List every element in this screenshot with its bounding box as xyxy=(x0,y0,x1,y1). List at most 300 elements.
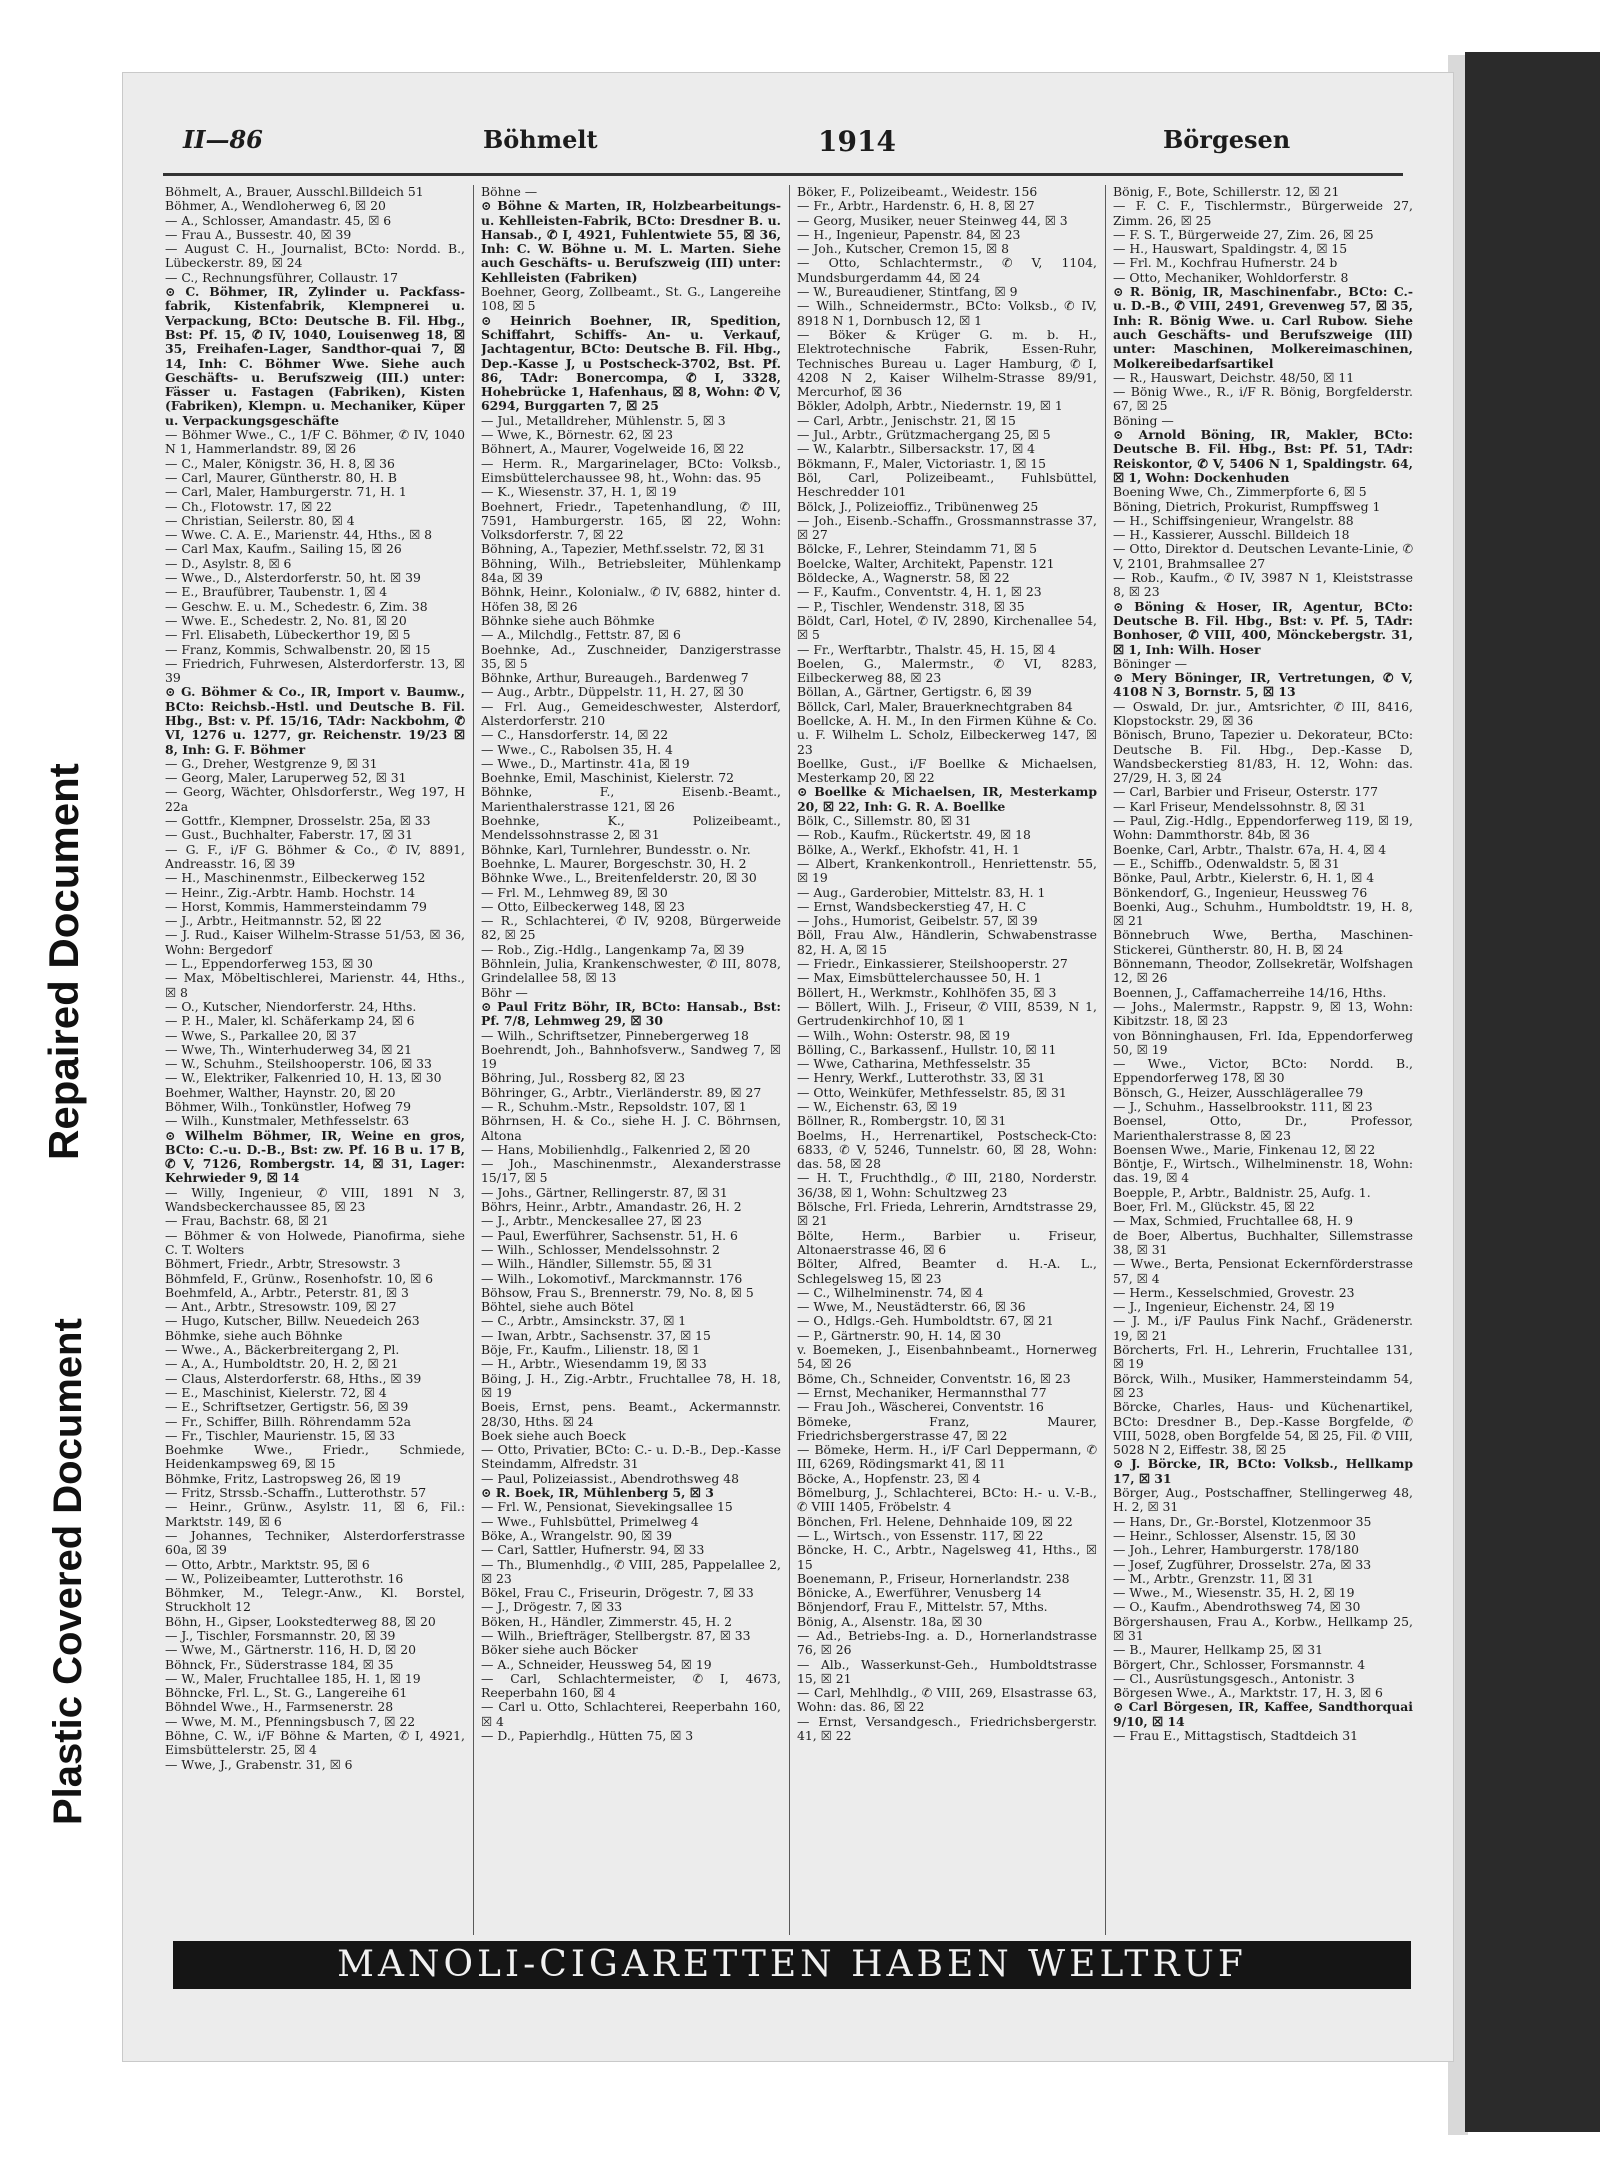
directory-entry: — W., Polizeibeamter, Lutterothstr. 16 xyxy=(165,1570,404,1586)
directory-entry: — L., Eppendorferweg 153, ☒ 30 xyxy=(165,956,373,972)
directory-entry: Böhmke, Fritz, Lastropsweg 26, ☒ 19 xyxy=(165,1470,401,1486)
directory-entry: Böhmer, A., Wendloherweg 6, ☒ 20 xyxy=(165,198,386,214)
repaired-document-label: Repaired Document xyxy=(40,763,87,1160)
directory-entry: Böllner, R., Rombergstr. 10, ☒ 31 xyxy=(797,1113,1007,1129)
firm-entry: ⊙ Heinrich Boehner, IR, Spedition, Schiffahrt, Schiffs- An- u. Verkauf, Jachtagentur, BCto: Deutsche B. Fil. Hbg., Dep.-Kasse J, u Postscheck-3702, Bst. Pf. 86, TAdr: Bonercompa, ✆ I, 3328, Hohebrücke 1, Hafenhaus, ☒ 8, Wohn: ✆ V, 6294, Burggarten 7, ☒ 25 xyxy=(481,312,781,414)
directory-entry: Boehmer, Walther, Haynstr. 20, ☒ 20 xyxy=(165,1084,396,1100)
firm-entry: ⊙ Paul Fritz Böhr, IR, BCto: Hansab., Bst: Pf. 7/8, Lehmweg 29, ☒ 30 xyxy=(481,998,781,1029)
directory-entry: v. Boemeken, J., Eisenbahnbeamt., Hornerweg 54, ☒ 26 xyxy=(797,1342,1097,1372)
directory-entry: — Wilh., Briefträger, Stellbergstr. 87, ☒ 33 xyxy=(481,1627,751,1643)
directory-entry: Böhnert, A., Maurer, Vogelweide 16, ☒ 22 xyxy=(481,441,745,457)
directory-entry: — Johs., Gärtner, Rellingerstr. 87, ☒ 31 xyxy=(481,1184,728,1200)
directory-page xyxy=(122,72,1454,2062)
directory-entry: — H., Ingenieur, Papenstr. 84, ☒ 23 xyxy=(797,226,1021,242)
plastic-covered-label: Plastic Covered Document xyxy=(46,1318,90,1825)
directory-entry: — D., Asylstr. 8, ☒ 6 xyxy=(165,555,292,571)
directory-entry: — Ad., Betriebs-Ing. a. D., Hornerlandstrasse 76, ☒ 26 xyxy=(797,1627,1097,1658)
directory-entry: Bönisch, Bruno, Tapezier u. Dekorateur, BCto: Deutsche B. Fil. Hbg., Dep.-Kasse D, Wandsbeckerstieg 81/83, H. 12, Wohn: das. 27/29, H. 3, ☒ 24 xyxy=(1113,727,1413,786)
firm-entry: ⊙ R. Bönig, IR, Maschinenfabr., BCto: C.- u. D.-B., ✆ VIII, 2491, Grevenweg 57, ☒ 35, Inh: R. Bönig Wwe. u. Carl Rubow. Siehe auch Geschäfts- und Berufszweige (III) unter: Maschinen, Molkereimaschinen, Molkereibedarfsartikel xyxy=(1113,284,1413,371)
directory-entry: — Wilh., Schriftsetzer, Pinnebergerweg 18 xyxy=(481,1027,749,1043)
firm-entry: ⊙ Böning & Hoser, IR, Agentur, BCto: Deutsche B. Fil. Hbg., Bst: v. Pf. 5, TAdr: Bonhoser, ✆ VIII, 400, Mönckebergstr. 31, ☒ 1, Inh: Wilh. Hoser xyxy=(1113,598,1413,657)
directory-entry: — Fritz, Strssb.-Schaffn., Lutterothstr. 57 xyxy=(165,1485,427,1501)
directory-entry: — E., Schriftsetzer, Gertigstr. 56, ☒ 39 xyxy=(165,1399,409,1415)
directory-entry: — Hans, Mobilienhdlg., Falkenried 2, ☒ 20 xyxy=(481,1141,751,1157)
directory-entry: — G., Dreher, Westgrenze 9, ☒ 31 xyxy=(165,755,378,771)
directory-entry: — C., Hansdorferstr. 14, ☒ 22 xyxy=(481,727,669,743)
column-3 xyxy=(797,185,1097,1935)
directory-entry: Boehnke, Ad., Zuschneider, Danzigerstrasse 35, ☒ 5 xyxy=(481,641,781,671)
directory-entry: Boellcke, A. H. M., In den Firmen Kühne & Co. u. F. Wilhelm L. Scholz, Eilbeckerweg 147, ☒ 23 xyxy=(797,712,1097,757)
directory-entry: — F., Kaufm., Conventstr. 4, H. 1, ☒ 23 xyxy=(797,584,1042,600)
directory-entry: — Carl, Sattler, Hufnerstr. 94, ☒ 33 xyxy=(481,1542,705,1558)
directory-entry: — C., Arbtr., Amsinckstr. 37, ☒ 1 xyxy=(481,1313,687,1329)
directory-entry: — P. H., Maler, kl. Schäferkamp 24, ☒ 6 xyxy=(165,1013,415,1029)
directory-entry: — Otto, Arbtr., Marktstr. 95, ☒ 6 xyxy=(165,1556,370,1572)
directory-entry: — R., Hauswart, Deichstr. 48/50, ☒ 11 xyxy=(1113,369,1355,385)
directory-entry: Bölling, C., Barkassenf., Hullstr. 10, ☒ 11 xyxy=(797,1041,1057,1057)
directory-entry: — Wwe, Catharina, Methfesselstr. 35 xyxy=(797,1056,1031,1072)
directory-entry: — Hans, Dr., Gr.-Borstel, Klotzenmoor 35 xyxy=(1113,1513,1372,1529)
directory-entry: Böhne — xyxy=(481,185,538,199)
directory-entry: Böll, Frau Alw., Händlerin, Schwabenstrasse 82, H. A, ☒ 15 xyxy=(797,927,1097,957)
directory-entry: — Frl. M., Kochfrau Hufnerstr. 24 b xyxy=(1113,255,1338,271)
directory-entry: Bömeke, Franz, Maurer, Friedrichsbergerstrasse 47, ☒ 22 xyxy=(797,1413,1097,1443)
directory-entry: Böhnke, Karl, Turnlehrer, Bundesstr. o. Nr. xyxy=(481,841,751,857)
directory-entry: — Friedrich, Fuhrwesen, Alsterdorferstr. 13, ☒ 39 xyxy=(165,655,465,686)
directory-entry: — Joh., Kutscher, Cremon 15, ☒ 8 xyxy=(797,241,1009,257)
directory-entry: — Rob., Zig.-Hdlg., Langenkamp 7a, ☒ 39 xyxy=(481,941,745,957)
directory-entry: — W., Kalarbtr., Silbersackstr. 17, ☒ 4 xyxy=(797,441,1036,457)
directory-entry: — Jul., Arbtr., Grützmachergang 25, ☒ 5 xyxy=(797,427,1051,443)
range-end-name: Börgesen xyxy=(1163,125,1291,154)
directory-entry: — Otto, Schlachtermstr., ✆ V, 1104, Mundsburgerdamm 44, ☒ 24 xyxy=(797,255,1097,285)
directory-entry: Böninger — xyxy=(1113,655,1188,671)
directory-entry: — Ernst, Mechaniker, Hermannsthal 77 xyxy=(797,1384,1047,1400)
column-divider xyxy=(1105,185,1106,1935)
directory-entry: Bönchen, Frl. Helene, Dehnhaide 109, ☒ 22 xyxy=(797,1513,1073,1529)
directory-entry: — Georg, Wächter, Ohlsdorferstr., Weg 197, H 22a xyxy=(165,784,465,814)
directory-entry: Böken, H., Händler, Zimmerstr. 45, H. 2 xyxy=(481,1613,733,1629)
directory-entry: — C., Rechnungsführer, Collaustr. 17 xyxy=(165,269,399,285)
directory-entry: Böhmelt, A., Brauer, Ausschl.Billdeich 51 xyxy=(165,185,424,199)
directory-entry: — W., Maler, Fruchtallee 185, H. 1, ☒ 19 xyxy=(165,1670,421,1686)
directory-entry: — Cl., Ausrüstungsgesch., Antonistr. 3 xyxy=(1113,1670,1355,1686)
directory-entry: — C., Maler, Königstr. 36, H. 8, ☒ 36 xyxy=(165,455,395,471)
directory-entry: Böllert, H., Werkmstr., Kohlhöfen 35, ☒ 3 xyxy=(797,984,1057,1000)
directory-entry: — Fr., Werftarbtr., Thalstr. 45, H. 15, ☒ 4 xyxy=(797,641,1056,657)
directory-entry: Bölcke, F., Lehrer, Steindamm 71, ☒ 5 xyxy=(797,541,1037,557)
directory-entry: — Wwe, M. M., Pfenningsbusch 7, ☒ 22 xyxy=(165,1713,416,1729)
side-labels xyxy=(0,0,120,2177)
directory-entry: Böl, Carl, Polizeibeamt., Fuhlsbüttel, Heschredder 101 xyxy=(797,469,1097,500)
directory-entry: Böhnke siehe auch Böhmke xyxy=(481,612,655,628)
directory-entry: — Frau, Bachstr. 68, ☒ 21 xyxy=(165,1213,329,1229)
directory-entry: Bölter, Alfred, Beamter d. H.-A. L., Schlegelsweg 15, ☒ 23 xyxy=(797,1256,1097,1286)
directory-entry: Boeis, Ernst, pens. Beamt., Ackermannstr. 28/30, Hths. ☒ 24 xyxy=(481,1399,781,1429)
directory-entry: Böhringer, G., Arbtr., Vierländerstr. 89, ☒ 27 xyxy=(481,1084,762,1100)
directory-entry: von Bönninghausen, Frl. Ida, Eppendorferweg 50, ☒ 19 xyxy=(1113,1027,1413,1057)
directory-entry: Bönnemann, Theodor, Zollsekretär, Wolfshagen 12, ☒ 26 xyxy=(1113,956,1413,986)
directory-entry: — J. Rud., Kaiser Wilhelm-Strasse 51/53, ☒ 36, Wohn: Bergedorf xyxy=(165,927,465,957)
directory-entry: — J., Drögestr. 7, ☒ 33 xyxy=(481,1599,623,1615)
directory-entry: — Wilh., Schlosser, Mendelssohnstr. 2 xyxy=(481,1241,720,1257)
directory-entry: Boenki, Aug., Schuhm., Humboldtstr. 19, H. 8, ☒ 21 xyxy=(1113,898,1413,929)
directory-entry: Böning — xyxy=(1113,412,1174,428)
directory-entry: Böhnlein, Julia, Krankenschwester, ✆ III, 8078, Grindelallee 58, ☒ 13 xyxy=(481,956,781,986)
directory-entry: Böning, Dietrich, Prokurist, Rumpffsweg 1 xyxy=(1113,498,1381,514)
column-divider xyxy=(473,185,474,1935)
directory-entry: — Wwe., M., Wiesenstr. 35, H. 2, ☒ 19 xyxy=(1113,1585,1355,1601)
directory-entry: — R., Schuhm.-Mstr., Repsoldstr. 107, ☒ 1 xyxy=(481,1099,747,1114)
directory-entry: — E., Braufübrer, Taubenstr. 1, ☒ 4 xyxy=(165,584,388,600)
directory-entry: — Böllert, Wilh. J., Friseur, ✆ VIII, 8539, N 1, Gertrudenkirchhof 10, ☒ 1 xyxy=(797,998,1097,1029)
directory-entry: — Heinr., Grünw., Asylstr. 11, ☒ 6, Fil.: Marktstr. 149, ☒ 6 xyxy=(165,1499,465,1529)
page-header xyxy=(153,125,1423,165)
directory-entry: — Otto, Privatier, BCto: C.- u. D.-B., Dep.-Kasse Steindamm, Alfredstr. 31 xyxy=(481,1442,781,1472)
directory-entry: — H., Maschinenmstr., Eilbeckerweg 152 xyxy=(165,870,426,886)
directory-entry: — Georg, Musiker, neuer Steinweg 44, ☒ 3 xyxy=(797,212,1068,228)
directory-entry: — H., Kassierer, Ausschl. Billdeich 18 xyxy=(1113,527,1350,543)
directory-entry: — E., Maschinist, Kielerstr. 72, ☒ 4 xyxy=(165,1384,387,1400)
directory-entry: — Wwe, M., Gärtnerstr. 116, H. D, ☒ 20 xyxy=(165,1642,416,1658)
column-4 xyxy=(1113,185,1413,1935)
directory-entry: — A., Schneider, Heussweg 54, ☒ 19 xyxy=(481,1656,712,1672)
directory-entry: — Wilh., Kunstmaler, Methfesselstr. 63 xyxy=(165,1113,410,1129)
directory-entry: Boenemann, P., Friseur, Hornerlandstr. 238 xyxy=(797,1570,1070,1586)
directory-entry: Böhrs, Heinr., Arbtr., Amandastr. 26, H. 2 xyxy=(481,1199,742,1215)
directory-entry: Böme, Ch., Schneider, Conventstr. 16, ☒ 23 xyxy=(797,1370,1071,1386)
directory-entry: Boek siehe auch Boeck xyxy=(481,1427,626,1443)
directory-entry: — J., Arbtr., Menckesallee 27, ☒ 23 xyxy=(481,1213,702,1229)
directory-entry: Böhnck, Fr., Süderstrasse 184, ☒ 35 xyxy=(165,1656,394,1672)
directory-entry: Börgert, Chr., Schlosser, Forsmannstr. 4 xyxy=(1113,1656,1366,1672)
directory-entry: — W., Elektriker, Falkenried 10, H. 13, ☒ 30 xyxy=(165,1070,442,1086)
directory-entry: — Wwe. C. A. E., Marienstr. 44, Hths., ☒ 8 xyxy=(165,527,433,543)
directory-entry: Boellke, Gust., i/F Boellke & Michaelsen, Mesterkamp 20, ☒ 22 xyxy=(797,755,1097,786)
directory-entry: — Albert, Krankenkontroll., Henriettenstr. 55, ☒ 19 xyxy=(797,855,1097,886)
directory-entry: Bönke, Paul, Arbtr., Kielerstr. 6, H. 1, ☒ 4 xyxy=(1113,870,1375,886)
directory-entry: Boensel, Otto, Dr., Professor, Marienthalerstrasse 8, ☒ 23 xyxy=(1113,1113,1413,1143)
directory-entry: — Wilh., Lokomotivf., Marckmannstr. 176 xyxy=(481,1270,743,1286)
directory-entry: — Böhmer & von Holwede, Pianofirma, siehe C. T. Wolters xyxy=(165,1227,465,1257)
directory-entry: — Friedr., Einkassierer, Steilshooperstr. 27 xyxy=(797,956,1068,972)
directory-entry: Böhr — xyxy=(481,984,528,1000)
directory-entry: Böke, A., Wrangelstr. 90, ☒ 39 xyxy=(481,1527,672,1543)
directory-entry: — Th., Blumenhdlg., ✆ VIII, 285, Pappelallee 2, ☒ 23 xyxy=(481,1556,781,1586)
directory-entry: Boensen Wwe., Marie, Finkenau 12, ☒ 22 xyxy=(1113,1141,1376,1157)
directory-entry: — Max, Schmied, Fruchtallee 68, H. 9 xyxy=(1113,1213,1354,1229)
directory-entry: Bölsche, Frl. Frieda, Lehrerin, Arndtstrasse 29, ☒ 21 xyxy=(797,1199,1097,1229)
directory-entry: — J., Tischler, Forsmannstr. 20, ☒ 39 xyxy=(165,1627,396,1643)
directory-entry: — Iwan, Arbtr., Sachsenstr. 37, ☒ 15 xyxy=(481,1327,711,1343)
directory-entry: Börck, Wilh., Musiker, Hammersteindamm 54, ☒ 23 xyxy=(1113,1370,1413,1400)
directory-entry: — Ernst, Versandgesch., Friedrichsbergerstr. 41, ☒ 22 xyxy=(797,1713,1097,1744)
directory-entry: — Paul, Ewerführer, Sachsenstr. 51, H. 6 xyxy=(481,1227,738,1243)
directory-entry: — A., Milchdlg., Fettstr. 87, ☒ 6 xyxy=(481,627,681,643)
directory-entry: — Carl, Maler, Hamburgerstr. 71, H. 1 xyxy=(165,484,407,500)
directory-entry: — Max, Möbeltischlerei, Marienstr. 44, Hths., ☒ 8 xyxy=(165,970,465,1000)
directory-entry: — W., Eichenstr. 63, ☒ 19 xyxy=(797,1099,958,1114)
directory-entry: — G. F., i/F G. Böhmer & Co., ✆ IV, 8891, Andreasstr. 16, ☒ 39 xyxy=(165,841,465,871)
column-2 xyxy=(481,185,781,1935)
directory-entry: Böhne, C. W., i/F Böhne & Marten, ✆ I, 4921, Eimsbüttelerstr. 25, ☒ 4 xyxy=(165,1728,465,1758)
directory-entry: — Johannes, Techniker, Alsterdorferstrasse 60a, ☒ 39 xyxy=(165,1527,465,1558)
directory-entry: Bönicke, A., Ewerführer, Venusberg 14 xyxy=(797,1585,1042,1601)
directory-entry: Böhmker, M., Telegr.-Anw., Kl. Borstel, Struckholt 12 xyxy=(165,1585,465,1615)
directory-entry: — Franz, Kommis, Schwalbenstr. 20, ☒ 15 xyxy=(165,641,431,657)
directory-entry: Boehnert, Friedr., Tapetenhandlung, ✆ III, 7591, Hamburgerstr. 165, ☒ 22, Wohn: Volksdorferstr. 7, ☒ 22 xyxy=(481,498,781,543)
directory-entry: Bönjendorf, Frau F., Mittelstr. 57, Mths. xyxy=(797,1599,1048,1615)
directory-entry: Boehnke, Emil, Maschinist, Kielerstr. 72 xyxy=(481,770,734,786)
directory-entry: — L., Wirtsch., von Essenstr. 117, ☒ 22 xyxy=(797,1527,1044,1543)
directory-entry: — Claus, Alsterdorferstr. 68, Hths., ☒ 39 xyxy=(165,1370,422,1386)
directory-entry: — Paul, Polizeiassist., Abendrothsweg 48 xyxy=(481,1470,739,1486)
directory-entry: — Böhmer Wwe., C., 1/F C. Böhmer, ✆ IV, 1040 N 1, Hammerlandstr. 89, ☒ 26 xyxy=(165,427,465,457)
directory-entry: Bölke, A., Werkf., Ekhofstr. 41, H. 1 xyxy=(797,841,1021,857)
directory-entry: — Heinr., Zig.-Arbtr. Hamb. Hochstr. 14 xyxy=(165,884,416,900)
directory-entry: Böhn, H., Gipser, Lookstedterweg 88, ☒ 20 xyxy=(165,1613,436,1629)
directory-entry: Bölk, C., Sillemstr. 80, ☒ 31 xyxy=(797,813,972,829)
directory-entry: — Rob., Kaufm., ✆ IV, 3987 N 1, Kleiststrasse 8, ☒ 23 xyxy=(1113,570,1413,600)
directory-entry: — Frau Joh., Wäscherei, Conventstr. 16 xyxy=(797,1399,1044,1415)
directory-entry: Böhmer, Wilh., Tonkünstler, Hofweg 79 xyxy=(165,1099,412,1114)
directory-entry: — P., Tischler, Wendenstr. 318, ☒ 35 xyxy=(797,598,1025,614)
directory-entry: — Otto, Weinküfer, Methfesselstr. 85, ☒ 31 xyxy=(797,1084,1067,1100)
directory-entry: — Herm. R., Margarinelager, BCto: Volksb., Eimsbüttelerchaussee 98, ht., Wohn: das. 95 xyxy=(481,455,781,485)
directory-entry: Böhtel, siehe auch Bötel xyxy=(481,1299,634,1315)
directory-entry: Boehrendt, Joh., Bahnhofsverw., Sandweg 7, ☒ 19 xyxy=(481,1041,781,1072)
firm-entry: ⊙ Carl Börgesen, IR, Kaffee, Sandthorquai 9/10, ☒ 14 xyxy=(1113,1699,1413,1729)
directory-entry: Börgershausen, Frau A., Korbw., Hellkamp 25, ☒ 31 xyxy=(1113,1613,1413,1643)
firm-entry: ⊙ Boellke & Michaelsen, IR, Mesterkamp 20, ☒ 22, Inh: G. R. A. Boellke xyxy=(797,784,1097,814)
firm-entry: ⊙ G. Böhmer & Co., IR, Import v. Baumw., BCto: Reichsb.-Hstl. und Deutsche B. Fil. Hbg., Bst: v. Pf. 15/16, TAdr: Nackbohm, ✆ VI, 1276 u. 1277, gr. Reichenstr. 19/23 ☒ 8, Inh: G. F. Böhmer xyxy=(165,684,465,757)
directory-entry: — August C. H., Journalist, BCto: Nordd. B., Lübeckerstr. 89, ☒ 24 xyxy=(165,241,465,271)
directory-entry: — Fr., Schiffer, Billh. Röhrendamm 52a xyxy=(165,1413,412,1429)
column-divider xyxy=(789,185,790,1935)
directory-entry: — Frl. Aug., Gemeideschwester, Alsterdorf, Alsterdorferstr. 210 xyxy=(481,698,781,728)
directory-entry: Bökler, Adolph, Arbtr., Niedernstr. 19, ☒ 1 xyxy=(797,398,1063,414)
directory-entry: — Wwe., Victor, BCto: Nordd. B., Eppendorferweg 178, ☒ 30 xyxy=(1113,1056,1413,1086)
directory-entry: — K., Wiesenstr. 37, H. 1, ☒ 19 xyxy=(481,484,677,500)
directory-entry: Boer, Frl. M., Glückstr. 45, ☒ 22 xyxy=(1113,1199,1315,1215)
directory-entry: — D., Papierhdlg., Hütten 75, ☒ 3 xyxy=(481,1728,694,1744)
scan-edge-dark xyxy=(1465,52,1600,2132)
directory-entry: — Wwe., C., Rabolsen 35, H. 4 xyxy=(481,741,673,757)
directory-entry: — Max, Eimsbüttelerchaussee 50, H. 1 xyxy=(797,970,1042,986)
directory-entry: Boehnke, K., Polizeibeamt., Mendelssohnstrasse 2, ☒ 31 xyxy=(481,813,781,843)
firm-entry: ⊙ Mery Böninger, IR, Vertretungen, ✆ V, 4108 N 3, Bornstr. 5, ☒ 13 xyxy=(1113,670,1413,700)
directory-entry: Boelen, G., Malermstr., ✆ VI, 8283, Eilbeckerweg 88, ☒ 23 xyxy=(797,655,1097,686)
directory-entry: — Frl. W., Pensionat, Sievekingsallee 15 xyxy=(481,1499,733,1515)
directory-entry: — Wwe, J., Grabenstr. 31, ☒ 6 xyxy=(165,1756,353,1772)
directory-entry: — M., Arbtr., Grenzstr. 11, ☒ 31 xyxy=(1113,1570,1314,1586)
directory-entry: — Johs., Humorist, Geibelstr. 57, ☒ 39 xyxy=(797,913,1038,929)
directory-entry: — E., Schiffb., Odenwaldstr. 5, ☒ 31 xyxy=(1113,855,1340,871)
directory-entry: — Ant., Arbtr., Stresowstr. 109, ☒ 27 xyxy=(165,1299,397,1315)
directory-entry: — Frau E., Mittagstisch, Stadtdeich 31 xyxy=(1113,1728,1359,1744)
directory-entry: — Oswald, Dr. jur., Amtsrichter, ✆ III, 8416, Klopstockstr. 29, ☒ 36 xyxy=(1113,698,1413,728)
directory-entry: Boenke, Carl, Arbtr., Thalstr. 67a, H. 4, ☒ 4 xyxy=(1113,841,1387,857)
directory-entry: Böhrnsen, H. & Co., siehe H. J. C. Böhrnsen, Altona xyxy=(481,1113,781,1143)
directory-entry: — Josef, Zugführer, Drosselstr. 27a, ☒ 33 xyxy=(1113,1556,1372,1572)
directory-entry: — Carl Max, Kaufm., Sailing 15, ☒ 26 xyxy=(165,541,402,557)
directory-entry: Bönig, A., Alsenstr. 18a, ☒ 30 xyxy=(797,1613,983,1629)
directory-entry: Böhning, A., Tapezier, Methf.sselstr. 72, ☒ 31 xyxy=(481,541,766,557)
directory-entry: — A., A., Humboldtstr. 20, H. 2, ☒ 21 xyxy=(165,1356,399,1372)
directory-entry: Böcke, A., Hopfenstr. 23, ☒ 4 xyxy=(797,1470,981,1486)
directory-entry: Bömelburg, J., Schlachterei, BCto: H.- u. V.-B., ✆ VIII 1405, Fröbelstr. 4 xyxy=(797,1485,1097,1515)
page-number: II—86 xyxy=(183,125,263,154)
directory-entry: — H., Arbtr., Wiesendamm 19, ☒ 33 xyxy=(481,1356,707,1372)
directory-entry: — Otto, Eilbeckerweg 148, ☒ 23 xyxy=(481,898,685,914)
directory-entry: — Henry, Werkf., Lutterothstr. 33, ☒ 31 xyxy=(797,1070,1046,1086)
directory-entry: — Wwe., D., Alsterdorferstr. 50, ht. ☒ 39 xyxy=(165,570,421,586)
directory-entry: — Aug., Arbtr., Düppelstr. 11, H. 27, ☒ 30 xyxy=(481,684,744,700)
directory-entry: — H., Hauswart, Spaldingstr. 4, ☒ 15 xyxy=(1113,241,1348,257)
directory-entry: Böhmfeld, F., Grünw., Rosenhofstr. 10, ☒ 6 xyxy=(165,1270,434,1286)
directory-entry: Boelms, H., Herrenartikel, Postscheck-Cto: 6833, ✆ V, 5246, Tunnelstr. 60, ☒ 28, Wohn: das. 58, ☒ 28 xyxy=(797,1127,1097,1172)
directory-entry: — Carl, Mehlhdlg., ✆ VIII, 269, Elsastrasse 63, Wohn: das. 86, ☒ 22 xyxy=(797,1685,1097,1715)
directory-entry: — Ch., Flotowstr. 17, ☒ 22 xyxy=(165,498,332,514)
directory-entry: — Wwe., A., Bäckerbreitergang 2, Pl. xyxy=(165,1342,400,1358)
directory-entry: Bölte, Herm., Barbier u. Friseur, Altonaerstrasse 46, ☒ 6 xyxy=(797,1227,1097,1257)
directory-entry: Böhsow, Frau S., Brennerstr. 79, No. 8, ☒ 5 xyxy=(481,1284,754,1300)
directory-entry: Böhndel Wwe., H., Farmsenerstr. 28 xyxy=(165,1699,394,1715)
directory-entry: — O., Hdlgs.-Geh. Humboldtstr. 67, ☒ 21 xyxy=(797,1313,1054,1329)
firm-entry: ⊙ Arnold Böning, IR, Makler, BCto: Deutsche B. Fil. Hbg., Bst: Pf. 51, TAdr: Reiskontor, ✆ V, 5406 N 1, Spaldingstr. 64, ☒ 1, Wohn: Dockenhuden xyxy=(1113,427,1413,485)
directory-entry: — Wilh., Wohn: Osterstr. 98, ☒ 19 xyxy=(797,1027,1010,1043)
directory-entry: Bönig, F., Bote, Schillerstr. 12, ☒ 21 xyxy=(1113,185,1340,199)
directory-entry: — Paul, Zig.-Hdlg., Eppendorferweg 119, ☒ 19, Wohn: Dammthorstr. 84b, ☒ 36 xyxy=(1113,813,1413,843)
directory-entry: — B., Maurer, Hellkamp 25, ☒ 31 xyxy=(1113,1642,1324,1658)
directory-entry: — C., Wilhelminenstr. 74, ☒ 4 xyxy=(797,1284,984,1300)
directory-entry: Bönkendorf, G., Ingenieur, Heussweg 76 xyxy=(1113,884,1368,900)
directory-entry: Böhmert, Friedr., Arbtr, Stresowstr. 3 xyxy=(165,1256,401,1272)
directory-entry: Boehner, Georg, Zollbeamt., St. G., Langereihe 108, ☒ 5 xyxy=(481,284,781,314)
directory-entry: Börger, Aug., Postschaffner, Stellingerweg 48, H. 2, ☒ 31 xyxy=(1113,1485,1413,1515)
directory-entry: — Bönig Wwe., R., i/F R. Bönig, Borgfelderstr. 67, ☒ 25 xyxy=(1113,384,1413,414)
directory-entry: Böhncke, Frl. L., St. G., Langereihe 61 xyxy=(165,1685,408,1701)
directory-entry: — Carl, Maurer, Güntherstr. 80, H. B xyxy=(165,469,397,485)
directory-entry: — Herm., Kesselschmied, Grovestr. 23 xyxy=(1113,1284,1355,1300)
directory-entry: — Wilh., Schneidermstr., BCto: Volksb., ✆ IV, 8918 N 1, Dornbusch 12, ☒ 1 xyxy=(797,298,1097,328)
directory-entry: — Fr., Tischler, Maurienstr. 15, ☒ 33 xyxy=(165,1427,396,1443)
directory-entry: Böker, F., Polizeibeamt., Weidestr. 156 xyxy=(797,185,1038,199)
directory-entry: — Georg, Maler, Laruperweg 52, ☒ 31 xyxy=(165,770,407,786)
directory-entry: Böncke, H. C., Arbtr., Nagelsweg 41, Hths., ☒ 15 xyxy=(797,1542,1097,1572)
directory-entry: — Ernst, Wandsbeckerstieg 47, H. C xyxy=(797,898,1027,914)
directory-entry: — Wwe., Fuhlsbüttel, Primelweg 4 xyxy=(481,1513,699,1529)
directory-entry: — Gottfr., Klempner, Drosselstr. 25a, ☒ 33 xyxy=(165,813,431,829)
directory-entry: Böllck, Carl, Maler, Brauerknechtgraben 84 xyxy=(797,698,1073,714)
directory-entry: — Karl Friseur, Mendelssohnstr. 8, ☒ 31 xyxy=(1113,798,1367,814)
directory-entry: Böker siehe auch Böcker xyxy=(481,1642,638,1658)
directory-entry: Böldecke, A., Wagnerstr. 58, ☒ 22 xyxy=(797,570,1010,586)
directory-entry: Böhnke, F., Eisenb.-Beamt., Marienthalerstrasse 121, ☒ 26 xyxy=(481,784,781,814)
directory-entry: Böhnke Wwe., L., Breitenfelderstr. 20, ☒ 30 xyxy=(481,870,757,886)
directory-entry: — Willy, Ingenieur, ✆ VIII, 1891 N 3, Wandsbeckerchaussee 85, ☒ 23 xyxy=(165,1184,465,1215)
directory-entry: — Wwe, K., Börnestr. 62, ☒ 23 xyxy=(481,427,673,443)
directory-entry: Böing, J. H., Zig.-Arbtr., Fruchtallee 78, H. 18, ☒ 19 xyxy=(481,1370,781,1400)
directory-entry: — P., Gärtnerstr. 90, H. 14, ☒ 30 xyxy=(797,1327,1001,1343)
directory-entry: — Horst, Kommis, Hammersteindamm 79 xyxy=(165,898,427,914)
directory-entry: — J., Schuhm., Hasselbrookstr. 111, ☒ 23 xyxy=(1113,1099,1373,1114)
directory-entry: — Jul., Metalldreher, Mühlenstr. 5, ☒ 3 xyxy=(481,412,726,428)
directory-entry: Boening Wwe, Ch., Zimmerpforte 6, ☒ 5 xyxy=(1113,484,1367,500)
directory-entry: — Böker & Krüger G. m. b. H., Elektrotechnische Fabrik, Essen-Ruhr, Technisches Bureau u. Lager Hamburg, ✆ I, 4208 N 2, Kaiser Wilhelm-Strasse 89/91, Mercurhof, ☒ 36 xyxy=(797,326,1097,400)
directory-entry: — Frau A., Bussestr. 40, ☒ 39 xyxy=(165,226,352,242)
directory-entry: Bökmann, F., Maler, Victoriastr. 1, ☒ 15 xyxy=(797,455,1047,471)
directory-entry: — Wwe, M., Neustädterstr. 66, ☒ 36 xyxy=(797,1299,1026,1315)
directory-entry: — Carl, Arbtr., Jenischstr. 21, ☒ 15 xyxy=(797,412,1016,428)
directory-entry: Böhnke, Arthur, Bureaugeh., Bardenweg 7 xyxy=(481,670,749,686)
directory-entry: — Alb., Wasserkunst-Geh., Humboldtstrasse 15, ☒ 21 xyxy=(797,1656,1097,1686)
directory-entry: — Frl. Elisabeth, Lübeckerthor 19, ☒ 5 xyxy=(165,627,411,643)
firm-entry: ⊙ Böhne & Marten, IR, Holzbearbeitungs- u. Kehlleisten-Fabrik, BCto: Dresdner B. u. Hansab., ✆ I, 4921, Fuhlentwiete 55, ☒ 36, Inh: C. W. Böhne u. M. L. Marten. Siehe auch Geschäfts- u. Berufszweig (III) unter: Kehlleisten (Fabriken) xyxy=(481,198,781,285)
directory-entry: — H. T., Fruchthdlg., ✆ III, 2180, Norderstr. 36/38, ☒ 1, Wohn: Schultzweg 23 xyxy=(797,1170,1097,1200)
directory-entry: — J., Ingenieur, Eichenstr. 24, ☒ 19 xyxy=(1113,1299,1335,1315)
directory-entry: — Otto, Direktor d. Deutschen Levante-Linie, ✆ V, 2101, Brahmsallee 27 xyxy=(1113,541,1413,571)
directory-entry: — Carl u. Otto, Schlachterei, Reeperbahn 160, ☒ 4 xyxy=(481,1699,781,1729)
directory-entry: — H., Schiffsingenieur, Wrangelstr. 88 xyxy=(1113,512,1354,528)
directory-entry: — Aug., Garderobier, Mittelstr. 83, H. 1 xyxy=(797,884,1046,900)
directory-entry: — Joh., Lehrer, Hamburgerstr. 178/180 xyxy=(1113,1542,1360,1558)
directory-columns xyxy=(165,185,1413,1935)
directory-entry: — Carl, Barbier und Friseur, Osterstr. 177 xyxy=(1113,784,1379,800)
directory-entry: — Gust., Buchhalter, Faberstr. 17, ☒ 31 xyxy=(165,827,414,843)
directory-entry: Böntje, F., Wirtsch., Wilhelminenstr. 18, Wohn: das. 19, ☒ 4 xyxy=(1113,1156,1413,1186)
directory-entry: — Wwe., Berta, Pensionat Eckernförderstrasse 57, ☒ 4 xyxy=(1113,1256,1413,1286)
firm-entry: ⊙ Wilhelm Böhmer, IR, Weine en gros, BCto: C.-u. D.-B., Bst: zw. Pf. 16 B u. 17 B, ✆ V, 7126, Rombergstr. 14, ☒ 31, Lager: Kehrwieder 9, ☒ 14 xyxy=(165,1127,465,1186)
directory-entry: Boepple, P., Arbtr., Baldnistr. 25, Aufg. 1. xyxy=(1113,1184,1371,1200)
directory-entry: — J. M., i/F Paulus Fink Nachf., Grädenerstr. 19, ☒ 21 xyxy=(1113,1313,1413,1343)
directory-entry: — O., Kaufm., Abendrothsweg 74, ☒ 30 xyxy=(1113,1599,1361,1615)
directory-entry: Böldt, Carl, Hotel, ✆ IV, 2890, Kirchenallee 54, ☒ 5 xyxy=(797,612,1097,643)
directory-entry: — R., Schlachterei, ✆ IV, 9208, Bürgerweide 82, ☒ 25 xyxy=(481,913,781,943)
directory-entry: — Wwe, S., Parkallee 20, ☒ 37 xyxy=(165,1027,357,1043)
directory-entry: Boehmfeld, A., Arbtr., Peterstr. 81, ☒ 3 xyxy=(165,1284,409,1300)
directory-entry: — F. S. T., Bürgerweide 27, Zim. 26, ☒ 25 xyxy=(1113,226,1374,242)
directory-entry: — Wwe, Th., Winterhuderweg 34, ☒ 21 xyxy=(165,1041,413,1057)
directory-entry: — Bömeke, Herm. H., i/F Carl Deppermann, ✆ III, 6269, Rödingsmarkt 41, ☒ 11 xyxy=(797,1442,1097,1472)
directory-entry: — Wilh., Händler, Sillemstr. 55, ☒ 31 xyxy=(481,1256,714,1272)
directory-entry: Böllan, A., Gärtner, Gertigstr. 6, ☒ 39 xyxy=(797,684,1032,700)
directory-entry: Börgesen Wwe., A., Marktstr. 17, H. 3, ☒ 6 xyxy=(1113,1685,1383,1701)
directory-entry: Böhring, Jul., Rossberg 82, ☒ 23 xyxy=(481,1070,685,1086)
directory-entry: — Otto, Mechaniker, Wohldorferstr. 8 xyxy=(1113,269,1349,285)
directory-entry: — F. C. F., Tischlermstr., Bürgerweide 27, Zimm. 26, ☒ 25 xyxy=(1113,198,1413,228)
firm-entry: ⊙ C. Böhmer, IR, Zylinder u. Packfass-fabrik, Kistenfabrik, Klempnerei u. Verpackung, BCto: Deutsche B. Fil. Hbg., Bst: Pf. 15, ✆ IV, 1040, Louisenweg 18, ☒ 35, Freihafen-Lager, Sandthor-quai 7, ☒ 14, Inh: C. Böhmer Wwe. Siehe auch Geschäfts- u. Berufszweig (III.) unter: Fässer u. Fastagen (Fabriken), Kisten (Fabriken), Klempn. u. Mechaniker, Küper u. Verpackungsgeschäfte xyxy=(165,284,465,428)
directory-entry: Börcherts, Frl. H., Lehrerin, Fruchtallee 131, ☒ 19 xyxy=(1113,1342,1413,1372)
directory-entry: — Johs., Malermstr., Rappstr. 9, ☒ 13, Wohn: Kibitzstr. 18, ☒ 23 xyxy=(1113,998,1413,1029)
directory-entry: — Wwe., D., Martinstr. 41a, ☒ 19 xyxy=(481,755,690,771)
directory-year: 1914 xyxy=(818,125,896,158)
directory-entry: Böje, Fr., Kaufm., Lilienstr. 18, ☒ 1 xyxy=(481,1342,701,1358)
directory-entry: Börcke, Charles, Haus- und Küchenartikel, BCto: Dresdner B., Dep.-Kasse Borgfelde, ✆ VIII, 5028, oben Borgfelde 54, ☒ 25, Fil. ✆ VIII, 5028 N 2, Eiffestr. 38, ☒ 25 xyxy=(1113,1399,1413,1458)
column-1 xyxy=(165,185,465,1935)
range-start-name: Böhmelt xyxy=(483,125,598,154)
directory-entry: — Geschw. E. u. M., Schedestr. 6, Zim. 38 xyxy=(165,598,428,614)
directory-entry: — A., Schlosser, Amandastr. 45, ☒ 6 xyxy=(165,212,392,228)
directory-entry: Böhmke, siehe auch Böhnke xyxy=(165,1327,343,1343)
directory-entry: — Joh., Eisenb.-Schaffn., Grossmannstrasse 37, ☒ 27 xyxy=(797,512,1097,543)
directory-entry: Bönnebruch Wwe, Bertha, Maschinen-Stickerei, Güntherstr. 80, H. B, ☒ 24 xyxy=(1113,927,1413,957)
advertisement-banner: MANOLI-CIGARETTEN HABEN WELTRUF xyxy=(173,1941,1411,1989)
directory-entry: — Christian, Seilerstr. 80, ☒ 4 xyxy=(165,512,355,528)
directory-entry: Boehmke Wwe., Friedr., Schmiede, Heidenkampsweg 69, ☒ 15 xyxy=(165,1442,465,1472)
firm-entry: ⊙ J. Börcke, IR, BCto: Volksb., Hellkamp 17, ☒ 31 xyxy=(1113,1456,1413,1486)
directory-entry: — Joh., Maschinenmstr., Alexanderstrasse 15/17, ☒ 5 xyxy=(481,1156,781,1186)
